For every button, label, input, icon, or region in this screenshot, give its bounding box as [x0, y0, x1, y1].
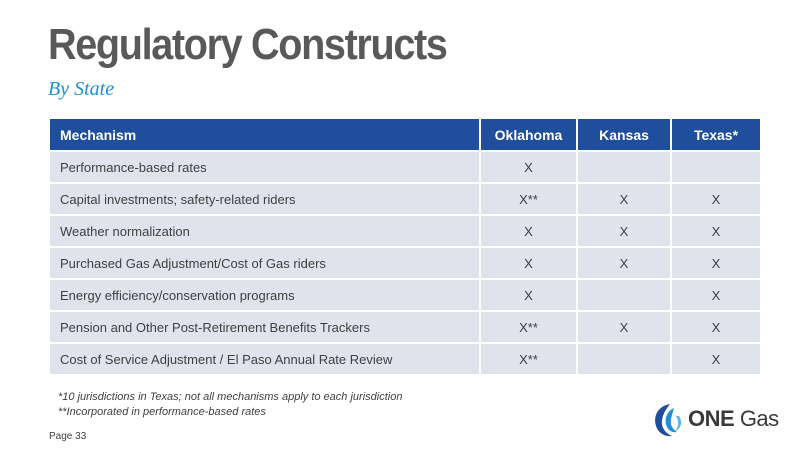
mechanism-cell: Energy efficiency/conservation programs — [49, 279, 480, 311]
company-logo — [648, 400, 790, 440]
header-oklahoma: Oklahoma — [480, 119, 577, 151]
kansas-cell: X — [577, 215, 671, 247]
table-row — [49, 151, 761, 183]
header-mechanism: Mechanism — [49, 119, 480, 151]
oklahoma-cell: X** — [480, 183, 577, 215]
texas-cell: X — [671, 343, 761, 375]
logo-wordmark — [688, 406, 779, 432]
oklahoma-cell: X — [480, 151, 577, 183]
table-row — [49, 247, 761, 279]
oklahoma-cell: X** — [480, 343, 577, 375]
footnotes — [58, 390, 402, 420]
table-row — [49, 343, 761, 375]
kansas-cell — [577, 151, 671, 183]
flame-swirl-icon — [648, 400, 688, 440]
table-row — [49, 311, 761, 343]
footnote-texas: *10 jurisdictions in Texas; not all mechanisms apply to each jurisdiction — [58, 391, 403, 403]
oklahoma-cell: X — [480, 279, 577, 311]
regulatory-table — [48, 119, 762, 376]
table-row — [49, 279, 761, 311]
oklahoma-cell: X — [480, 247, 577, 279]
logo-text-bold: ONE — [688, 406, 735, 431]
mechanism-cell: Pension and Other Post-Retirement Benefits Trackers — [49, 311, 480, 343]
texas-cell — [671, 151, 761, 183]
slide-title: Regulatory Constructs — [48, 20, 447, 69]
table-row — [49, 215, 761, 247]
texas-cell: X — [671, 247, 761, 279]
page-number: Page 33 — [49, 431, 87, 442]
texas-cell: X — [671, 183, 761, 215]
oklahoma-cell: X — [480, 215, 577, 247]
header-texas: Texas* — [671, 119, 761, 151]
oklahoma-cell: X** — [480, 311, 577, 343]
mechanism-cell: Performance-based rates — [49, 151, 480, 183]
table-row — [49, 183, 761, 215]
mechanism-cell: Capital investments; safety-related riders — [49, 183, 480, 215]
kansas-cell: X — [577, 247, 671, 279]
kansas-cell — [577, 279, 671, 311]
slide-subtitle: By State — [48, 78, 115, 100]
texas-cell: X — [671, 215, 761, 247]
mechanism-cell: Purchased Gas Adjustment/Cost of Gas riders — [49, 247, 480, 279]
kansas-cell — [577, 343, 671, 375]
texas-cell: X — [671, 311, 761, 343]
footnote-performance: **Incorporated in performance-based rates — [58, 406, 266, 418]
table-header-row — [49, 119, 761, 151]
kansas-cell: X — [577, 183, 671, 215]
header-kansas: Kansas — [577, 119, 671, 151]
texas-cell: X — [671, 279, 761, 311]
mechanism-cell: Weather normalization — [49, 215, 480, 247]
kansas-cell: X — [577, 311, 671, 343]
mechanism-cell: Cost of Service Adjustment / El Paso Annual Rate Review — [49, 343, 480, 375]
logo-text-light: Gas — [739, 406, 779, 431]
